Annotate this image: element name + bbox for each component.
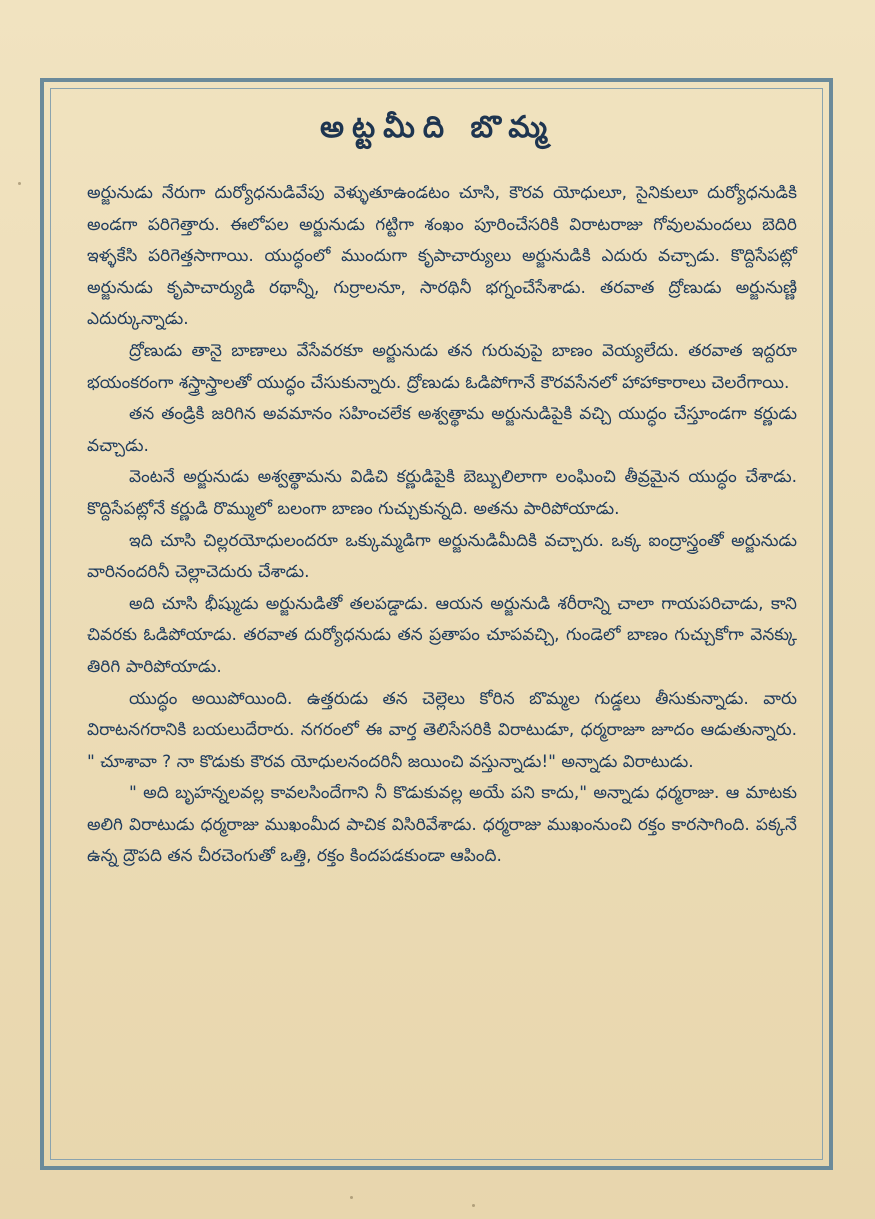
paragraph-2: ద్రోణుడు తానై బాణాలు వేసేవరకూ అర్జునుడు తన గురువుపై బాణం వెయ్యలేదు. తరవాత ఇద్దరూ భయంకరంగా శస్త్రాస్త్రాలతో యుద్ధం చేసుకున్నారు. ద్రోణుడు ఓడిపోగానే కౌరవసేనలో హాహాకారాలు చెలరేగాయి. [87, 340, 797, 393]
story-title: అట్టమీది బొమ్మ [319, 110, 556, 145]
paragraph-6: అది చూసి భీష్ముడు అర్జునుడితో తలపడ్డాడు. ఆయన అర్జునుడి శరీరాన్ని చాలా గాయపరిచాడు, కాని చివరకు ఓడిపోయాడు. తరవాత దుర్యోధనుడు తన ప్రతాపం చూపవచ్చి, గుండెలో బాణం గుచ్చుకోగా వెనక్కు తిరిగి పారిపోయాడు. [87, 593, 797, 677]
paragraph-8: " అది బృహన్నలవల్ల కావలసిందేగాని నీ కొడుకువల్ల అయే పని కాదు," అన్నాడు ధర్మరాజు. ఆ మాటకు అలిగి విరాటుడు ధర్మరాజు ముఖంమీద పాచిక విసిరివేశాడు. ధర్మరాజు ముఖంనుంచి రక్తం కారసాగింది. పక్కనే ఉన్న ద్రౌపది తన చీరచెంగుతో ఒత్తి, రక్తం కిందపడకుండా ఆపింది. [87, 783, 797, 867]
paragraph-7: యుద్ధం అయిపోయింది. ఉత్తరుడు తన చెల్లెలు కోరిన బొమ్మల గుడ్డలు తీసుకున్నాడు. వారు విరాటనగరానికి బయలుదేరారు. నగరంలో ఈ వార్త తెలిసేసరికి విరాటుడూ, ధర్మరాజూ జూదం ఆడుతున్నారు. " చూశావా ? నా కొడుకు కౌరవ యోధులనందరినీ జయించి వస్తున్నాడు!" అన్నాడు విరాటుడు. [87, 688, 797, 772]
paragraph-5: ఇది చూసి చిల్లరయోధులందరూ ఒక్కుమ్మడిగా అర్జునుడిమీదికి వచ్చారు. ఒక్క ఐంద్రాస్త్రంతో అర్జునుడు వారినందరినీ చెల్లాచెదురు చేశాడు. [87, 530, 797, 583]
story-body [87, 178, 797, 873]
paragraph-4: వెంటనే అర్జునుడు అశ్వత్థామను విడిచి కర్ణుడిపైకి బెబ్బులిలాగా లంఘించి తీవ్రమైన యుద్ధం చేశాడు. కొద్దిసేపట్లోనే కర్ణుడి రొమ్ములో బలంగా బాణం గుచ్చుకున్నది. అతను పారిపోయాడు. [87, 467, 797, 519]
paper-speck [18, 182, 21, 185]
paragraph-1: అర్జునుడు నేరుగా దుర్యోధనుడివేపు వెళ్ళుతూఉండటం చూసి, కౌరవ యోధులూ, సైనికులూ దుర్యోధనుడికి అండగా పరిగెత్తారు. ఈలోపల అర్జునుడు గట్టిగా శంఖం పూరించేసరికి విరాటరాజు గోవులమందలు బెదిరి ఇళ్ళకేసి పరిగెత్తసాగాయి. యుద్ధంలో ముందుగా కృపాచార్యులు అర్జునుడికి ఎదురు వచ్చాడు. కొద్దిసేపట్లో అర్జునుడు కృపాచార్యుడి రథాన్నీ, గుర్రాలనూ, సారథినీ భగ్నంచేసేశాడు. తరవాత ద్రోణుడు అర్జునుణ్ణి ఎదుర్కున్నాడు. [87, 183, 797, 330]
paragraph-3: తన తండ్రికి జరిగిన అవమానం సహించలేక అశ్వత్థామ అర్జునుడిపైకి వచ్చి యుద్ధం చేస్తూండగా కర్ణుడు వచ్చాడు. [87, 404, 797, 456]
paper-speck [350, 1196, 353, 1199]
paper-speck [472, 1204, 475, 1207]
